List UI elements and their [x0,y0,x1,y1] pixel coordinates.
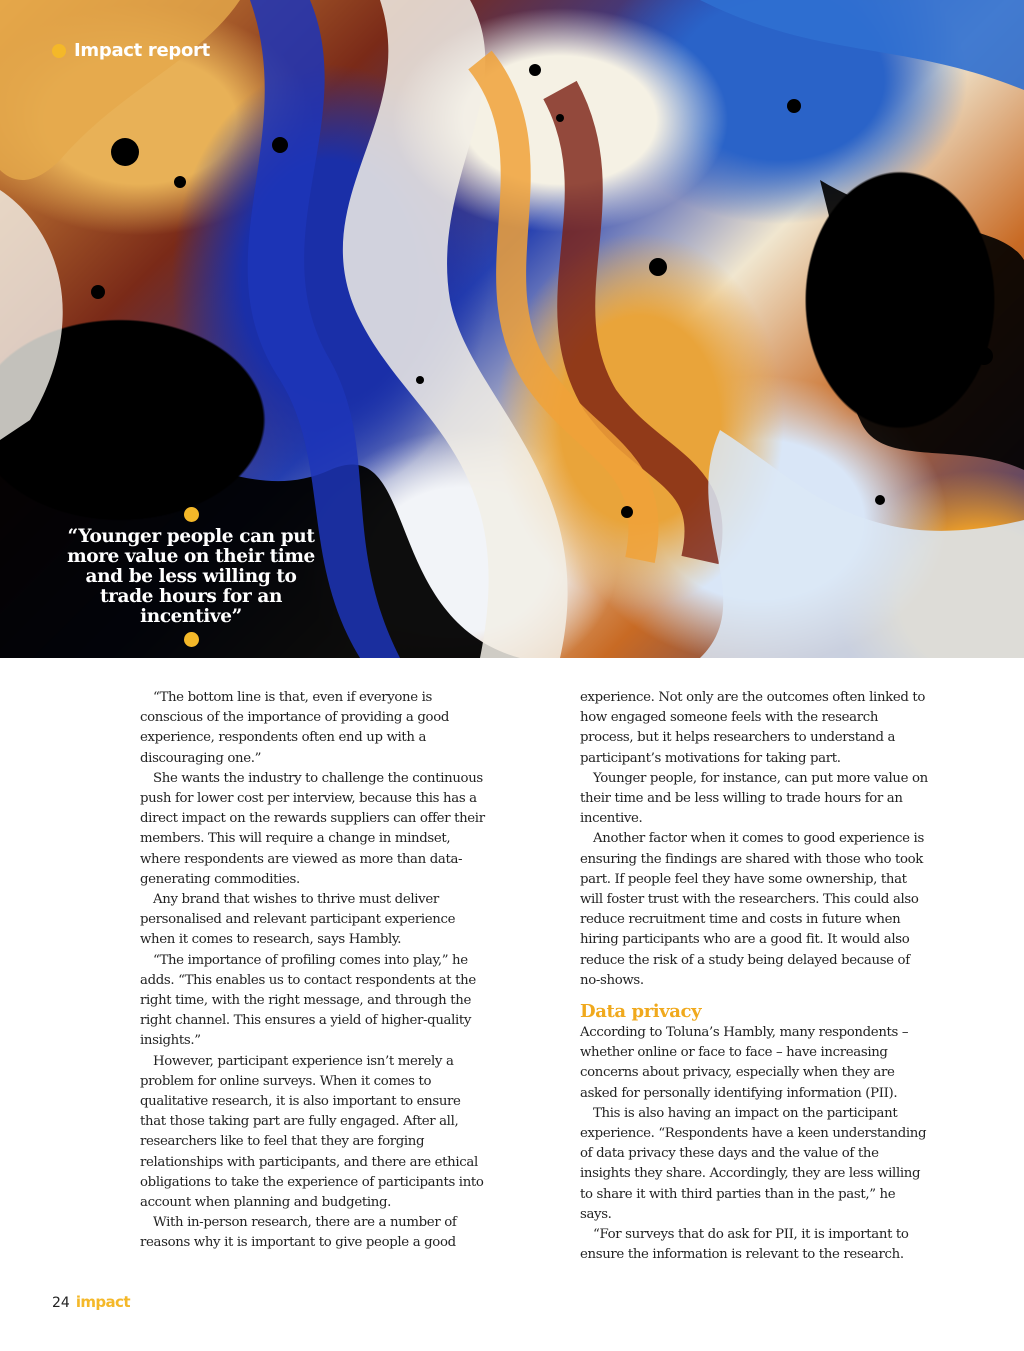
bullet-dot-icon [52,44,66,58]
paragraph: She wants the industry to challenge the continuous push for lower cost per interview, because this has a direct impact on the rewards suppliers can offer their members. This will require a change in mindset, where respondents are viewed as more than data-generating commodities. [140,770,485,887]
page-number: 24 [52,1295,70,1311]
paragraph: “For surveys that do ask for PII, it is important to ensure the information is relevant to the research. [580,1227,909,1263]
paragraph: This is also having an impact on the participant experience. “Respondents have a keen understanding of data privacy these days and the value of the insights they share. Accordingly, they are less willing to share it with third parties than in the past,” he says. [580,1105,927,1222]
section-label: Impact report [74,40,210,61]
quote-bottom-dot-icon [184,632,199,647]
paragraph: Younger people, for instance, can put more value on their time and be less willing to trade hours for an incentive. [580,770,928,827]
hero-image [0,0,1024,658]
pull-quote-block [60,507,322,647]
paragraph: experience. Not only are the outcomes often linked to how engaged someone feels with the research process, but it helps researchers to understand a participant’s motivations for taking part. [580,690,926,766]
article-column-left [140,688,490,1254]
paragraph: “The bottom line is that, even if everyone is conscious of the importance of providing a good experience, respondents often end up with a discouraging one.” [140,690,450,766]
paragraph: “The importance of profiling comes into play,” he adds. “This enables us to contact respondents at the right time, with the right message, and through the right channel. This ensures a yield of higher-quality insights.” [140,952,476,1049]
paragraph: However, participant experience isn’t merely a problem for online surveys. When it comes to qualitative research, it is also important to ensure that those taking part are fully engaged. After all, researchers like to feel that they are forging relationships with participants, and there are ethical obligations to take the experience of participants into account when planning and budgeting. [140,1053,484,1211]
article-column-right [580,688,930,1265]
quote-top-dot-icon [184,507,199,522]
page-footer [52,1293,130,1311]
pull-quote: “Younger people can put more value on their time and be less willing to trade hours for an incentive” [67,526,315,627]
section-tag [52,40,210,61]
paragraph: Any brand that wishes to thrive must deliver personalised and relevant participant experience when it comes to research, says Hambly. [140,892,456,948]
brand-logo: impact [75,1293,130,1311]
subheading-data-privacy: Data privacy [580,1001,702,1023]
paragraph: According to Toluna’s Hambly, many respondents – whether online or face to face – have increasing concerns about privacy, especially when they are asked for personally identifying information (PII). [580,1025,909,1101]
paragraph: With in-person research, there are a number of reasons why it is important to give people a good [140,1215,457,1251]
paragraph: Another factor when it comes to good experience is ensuring the findings are shared with those who took part. If people feel they have some ownership, that will foster trust with the researchers. This could also reduce recruitment time and costs in future when hiring participants who are a good fit. It would also reduce the risk of a study being delayed because of no-shows. [580,831,924,988]
